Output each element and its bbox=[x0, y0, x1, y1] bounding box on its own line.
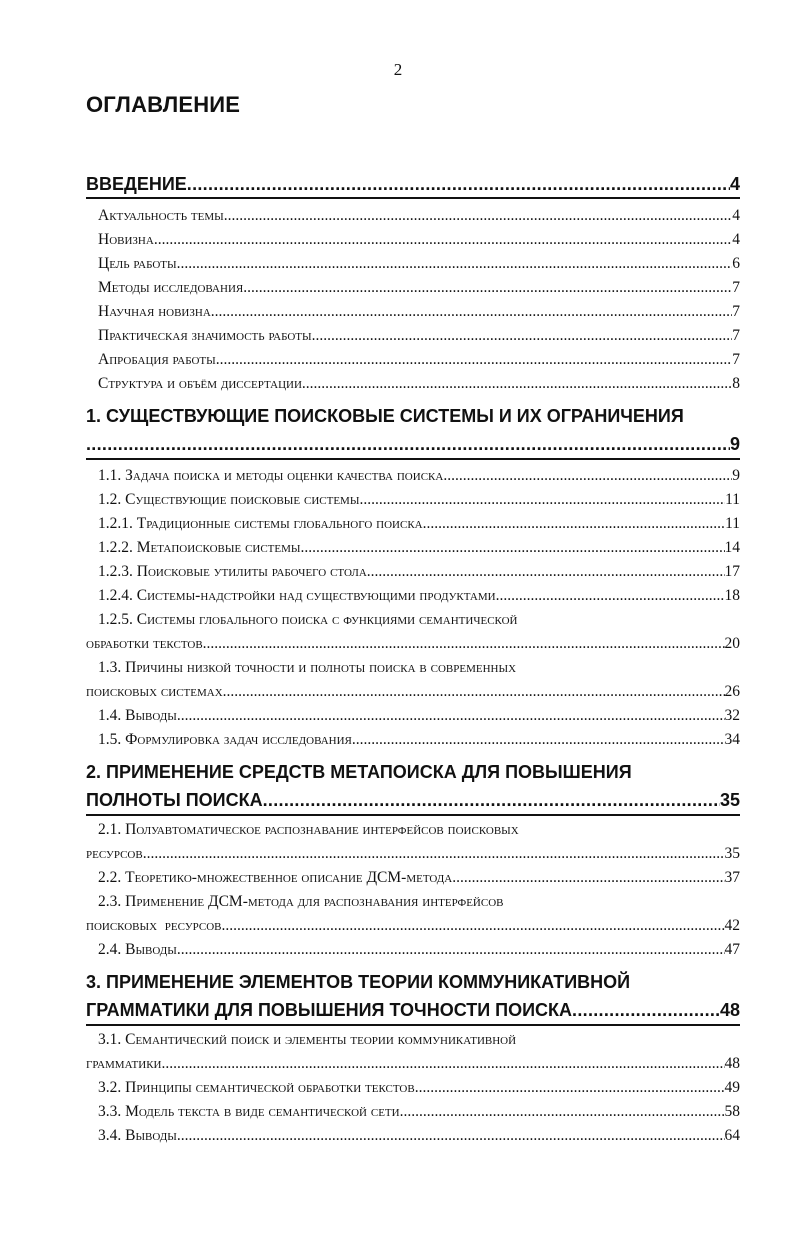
toc-entry-label: Формулировка задач исследования bbox=[125, 731, 352, 748]
toc-entry-page: 20 bbox=[724, 635, 740, 652]
dot-leader bbox=[143, 842, 725, 866]
toc-entry-label: Практическая значимость работы bbox=[98, 327, 312, 344]
toc-entry-number: 1.2.4. bbox=[98, 587, 133, 604]
toc-entry-page: 11 bbox=[725, 491, 740, 508]
toc-entry-label: Теоретико-множественное описание ДСМ-метода bbox=[125, 869, 453, 886]
dot-leader bbox=[371, 560, 725, 584]
toc-entry-page: 9 bbox=[729, 434, 740, 454]
toc-entry[interactable] bbox=[86, 704, 740, 728]
toc-entry-number: 3.3. bbox=[98, 1103, 122, 1120]
toc-entry[interactable] bbox=[86, 1100, 740, 1124]
toc-entry-page: 49 bbox=[724, 1079, 740, 1096]
dot-leader bbox=[162, 1052, 725, 1076]
toc-entry-label: Поисковые утилиты рабочего стола. bbox=[136, 563, 371, 580]
toc-entry-label-continued: обработки текстов. bbox=[86, 635, 207, 652]
toc-entry[interactable] bbox=[86, 890, 740, 938]
toc-entry-page: 4 bbox=[732, 207, 740, 224]
toc-entry-page: 11 bbox=[725, 515, 740, 532]
toc-entry[interactable] bbox=[86, 372, 740, 396]
toc-title: ОГЛАВЛЕНИЕ bbox=[86, 92, 241, 117]
toc-entry[interactable] bbox=[86, 656, 740, 704]
toc-entry-page: 9 bbox=[732, 467, 740, 484]
toc-entry-label: Причины низкой точности и полноты поиска в современных bbox=[125, 659, 517, 676]
toc-entry[interactable] bbox=[86, 1124, 740, 1148]
toc-entry-label: Семантический поиск и элементы теории коммуникативной bbox=[125, 1031, 517, 1048]
toc-entry-label: Выводы bbox=[125, 941, 177, 958]
toc-entry[interactable] bbox=[86, 1076, 740, 1100]
dot-leader bbox=[263, 786, 720, 814]
toc-entry-label-continued: поисковых ресурсов bbox=[86, 917, 222, 934]
toc-entry-label: Научная новизна bbox=[98, 303, 211, 320]
dot-leader bbox=[301, 536, 725, 560]
toc-chapter-introduction[interactable] bbox=[86, 170, 740, 198]
toc-entry-label-continued: ресурсов bbox=[86, 845, 143, 862]
toc-entry-number: 1.2.5. bbox=[98, 611, 133, 628]
toc-entry-label: Принципы семантической обработки текстов bbox=[125, 1079, 415, 1096]
toc-entry-label-continued: поисковых системах bbox=[86, 683, 223, 700]
dot-leader bbox=[359, 488, 725, 512]
toc-entry-label: Модель текста в виде семантической сети bbox=[125, 1103, 400, 1120]
toc-entry-page: 42 bbox=[724, 917, 740, 934]
toc-entry-number: 1.2.2. bbox=[98, 539, 133, 556]
toc-entry[interactable] bbox=[86, 584, 740, 608]
toc-entry-page: 4 bbox=[729, 174, 740, 194]
chapter-divider bbox=[86, 197, 740, 199]
toc-entry-label-continued: ПОЛНОТЫ ПОИСКА bbox=[86, 790, 263, 810]
dot-leader bbox=[187, 170, 730, 198]
dot-leader bbox=[222, 914, 725, 938]
toc-entry[interactable] bbox=[86, 512, 740, 536]
toc-entry-number: 2.4. bbox=[98, 941, 122, 958]
toc-entry-page: 35 bbox=[719, 790, 740, 810]
dot-leader bbox=[216, 348, 733, 372]
toc-entry-number: 2.2. bbox=[98, 869, 122, 886]
toc-entry[interactable] bbox=[86, 204, 740, 228]
dot-leader bbox=[423, 512, 725, 536]
toc-entry[interactable] bbox=[86, 276, 740, 300]
chapter-divider bbox=[86, 458, 740, 460]
toc-entry-page: 7 bbox=[732, 351, 740, 368]
toc-entry-label: Актуальность темы bbox=[98, 207, 224, 224]
chapter-divider bbox=[86, 814, 740, 816]
dot-leader bbox=[400, 1100, 725, 1124]
toc-entry-page: 37 bbox=[724, 869, 740, 886]
toc-entry[interactable] bbox=[86, 488, 740, 512]
dot-leader bbox=[154, 228, 732, 252]
toc-entry-number: 1.2.1. bbox=[98, 515, 133, 532]
toc-chapter-2[interactable] bbox=[86, 758, 740, 814]
toc-entry-label-continued: грамматики bbox=[86, 1055, 162, 1072]
chapter-divider bbox=[86, 1024, 740, 1026]
dot-leader bbox=[177, 1124, 725, 1148]
toc-entry-number: 1.3. bbox=[98, 659, 122, 676]
toc-entry-number: 1.2.3. bbox=[98, 563, 133, 580]
toc-entry-number: 2.3. bbox=[98, 893, 122, 910]
toc-entry-number: 1.5. bbox=[98, 731, 122, 748]
dot-leader bbox=[207, 632, 725, 656]
toc-entry-label: Выводы bbox=[125, 1127, 177, 1144]
toc-entry[interactable] bbox=[86, 348, 740, 372]
toc-entry-label: Традиционные системы глобального поиска bbox=[136, 515, 423, 532]
toc-entry-page: 17 bbox=[724, 563, 740, 580]
toc-entry-number: 3.4. bbox=[98, 1127, 122, 1144]
toc-entry-label: Метапоисковые системы bbox=[136, 539, 301, 556]
toc-entry[interactable] bbox=[86, 300, 740, 324]
toc-entry[interactable] bbox=[86, 1028, 740, 1076]
toc-entry-number: 3.2. bbox=[98, 1079, 122, 1096]
toc-entry-label: Полуавтоматическое распознавание интерфейсов поисковых bbox=[125, 821, 519, 838]
toc-entry[interactable] bbox=[86, 464, 740, 488]
toc-entry-page: 6 bbox=[732, 255, 740, 272]
toc-entry-page: 64 bbox=[724, 1127, 740, 1144]
toc-entry-number: 1.4. bbox=[98, 707, 122, 724]
toc-entry-number: 2.1. bbox=[98, 821, 122, 838]
toc-entry[interactable] bbox=[86, 252, 740, 276]
toc-entry[interactable] bbox=[86, 818, 740, 866]
toc-entry-label: ВВЕДЕНИЕ bbox=[86, 174, 187, 194]
toc-chapter-1[interactable] bbox=[86, 402, 740, 458]
dot-leader bbox=[211, 300, 732, 324]
toc-entry-label: 3. ПРИМЕНЕНИЕ ЭЛЕМЕНТОВ ТЕОРИИ КОММУНИКАТИВНОЙ bbox=[86, 972, 631, 992]
toc-entry-page: 34 bbox=[724, 731, 740, 748]
toc-entry-number: 1.2. bbox=[98, 491, 122, 508]
dot-leader bbox=[415, 1076, 725, 1100]
dot-leader bbox=[223, 680, 725, 704]
toc-entry-number: 1.1. bbox=[98, 467, 122, 484]
toc-entry-label: Структура и объём диссертации bbox=[98, 375, 302, 392]
toc-entry-label: Задача поиска и методы оценки качества поиска bbox=[125, 467, 444, 484]
page-number: 2 bbox=[393, 60, 403, 79]
toc-chapter-3[interactable] bbox=[86, 968, 740, 1024]
toc-entry-page: 48 bbox=[724, 1055, 740, 1072]
toc-entry[interactable] bbox=[86, 608, 740, 656]
toc-entry-page: 7 bbox=[732, 327, 740, 344]
toc-entry[interactable] bbox=[86, 324, 740, 348]
dot-leader bbox=[177, 704, 725, 728]
dot-leader bbox=[86, 430, 730, 458]
toc-entry-label: Применение ДСМ-метода для распознавания интерфейсов bbox=[125, 893, 504, 910]
toc-entry-page: 58 bbox=[724, 1103, 740, 1120]
dot-leader bbox=[452, 866, 724, 890]
toc-entry-page: 48 bbox=[719, 1000, 740, 1020]
dot-leader bbox=[243, 276, 732, 300]
toc-entry-label: 2. ПРИМЕНЕНИЕ СРЕДСТВ МЕТАПОИСКА ДЛЯ ПОВЫШЕНИЯ bbox=[86, 762, 632, 782]
toc-entry-label: 1. СУЩЕСТВУЮЩИЕ ПОИСКОВЫЕ СИСТЕМЫ И ИХ ОГРАНИЧЕНИЯ bbox=[86, 406, 684, 426]
toc-entry-label: Существующие поисковые системы bbox=[125, 491, 360, 508]
toc-entry-page: 7 bbox=[732, 279, 740, 296]
toc-entry-page: 35 bbox=[724, 845, 740, 862]
dot-leader bbox=[177, 252, 733, 276]
toc-entry[interactable] bbox=[86, 938, 740, 962]
toc-entry-label: Методы исследования bbox=[98, 279, 244, 296]
toc-entry-page: 14 bbox=[724, 539, 740, 556]
dot-leader bbox=[499, 584, 724, 608]
dot-leader bbox=[312, 324, 733, 348]
toc-entry[interactable] bbox=[86, 228, 740, 252]
toc-entry-page: 8 bbox=[732, 375, 740, 392]
toc-entry-label: Системы-надстройки над существующими продуктами. bbox=[136, 587, 500, 604]
dot-leader bbox=[177, 938, 725, 962]
toc-entry[interactable] bbox=[86, 560, 740, 584]
toc-entry-number: 3.1. bbox=[98, 1031, 122, 1048]
toc-entry-label: Новизна bbox=[98, 231, 154, 248]
toc-entry-page: 32 bbox=[724, 707, 740, 724]
dot-leader bbox=[352, 728, 725, 752]
dot-leader bbox=[302, 372, 732, 396]
toc-entry-page: 4 bbox=[732, 231, 740, 248]
toc-entry-page: 18 bbox=[724, 587, 740, 604]
dot-leader bbox=[443, 464, 732, 488]
dot-leader bbox=[224, 204, 733, 228]
toc-entry[interactable] bbox=[86, 728, 740, 752]
dot-leader bbox=[572, 996, 720, 1024]
toc-entry-label: Выводы bbox=[125, 707, 177, 724]
toc-entry-label: Апробация работы bbox=[98, 351, 216, 368]
toc-entry[interactable] bbox=[86, 536, 740, 560]
toc-entry-label-continued: ГРАММАТИКИ ДЛЯ ПОВЫШЕНИЯ ТОЧНОСТИ ПОИСКА bbox=[86, 1000, 573, 1020]
toc-entry[interactable] bbox=[86, 866, 740, 890]
toc-entry-page: 7 bbox=[732, 303, 740, 320]
toc-entry-page: 26 bbox=[724, 683, 740, 700]
toc-entry-label: Цель работы bbox=[98, 255, 177, 272]
toc-entry-page: 47 bbox=[724, 941, 740, 958]
toc-entry-label: Системы глобального поиска с функциями семантической bbox=[136, 611, 518, 628]
